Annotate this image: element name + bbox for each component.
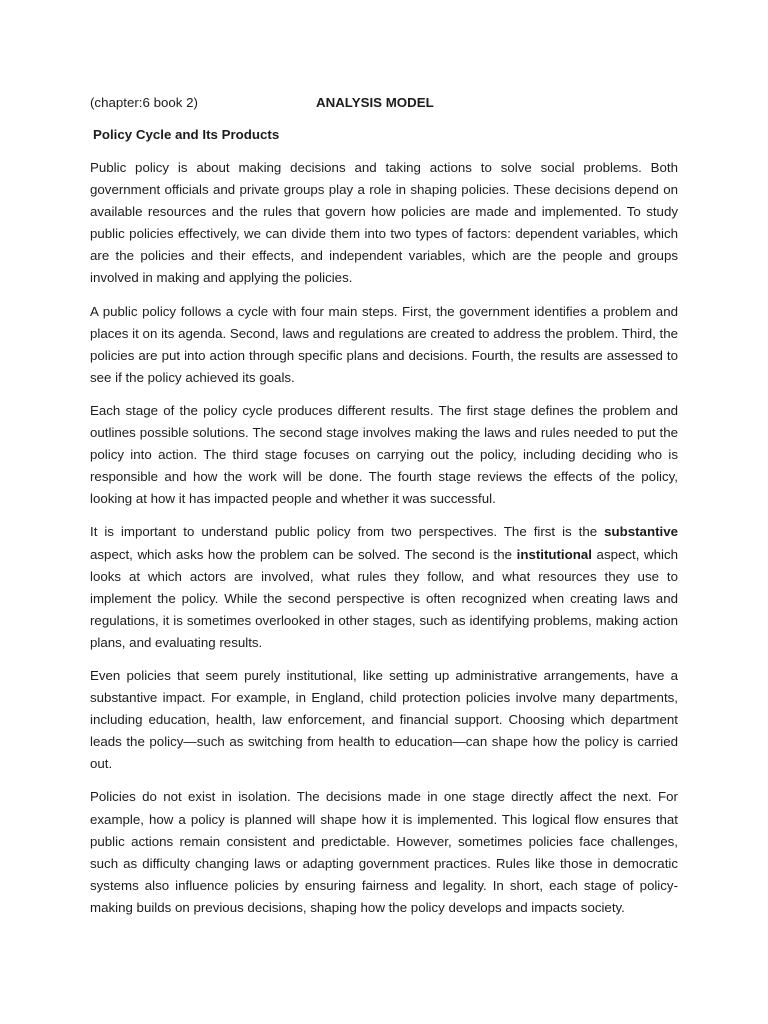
substantive-term: substantive [604, 524, 678, 540]
paragraph-4 [90, 521, 678, 654]
chapter-reference: (chapter:6 book 2) [90, 95, 198, 110]
institutional-term: institutional [516, 546, 592, 562]
model-title: ANALYSIS MODEL [316, 95, 434, 110]
paragraph-4-text-3: aspect, which looks at which actors are involved, what rules they follow, and what resources they use to implement the policy. While the second perspective is often recognized when creating laws and regulations, it is sometimes overlooked in other stages, such as identifying problems, making action plans, and evaluating results. [90, 546, 678, 650]
paragraph-3: Each stage of the policy cycle produces different results. The first stage defines the problem and outlines possible solutions. The second stage involves making the laws and rules needed to put the policy into action. The third stage focuses on carrying out the policy, including deciding who is responsible and how the work will be done. The fourth stage reviews the effects of the policy, looking at how it has impacted people and whether it was successful. [90, 402, 678, 507]
paragraph-6: Policies do not exist in isolation. The decisions made in one stage directly affect the next. For example, how a policy is planned will shape how it is implemented. This logical flow ensures that public actions remain consistent and predictable. However, sometimes policies face challenges, such as difficulty changing laws or adapting government practices. Rules like those in democratic systems also influence policies by ensuring fairness and legality. In short, each stage of policy-making builds on previous decisions, shaping how the policy develops and impacts society. [90, 789, 678, 915]
paragraph-5: Even policies that seem purely institutional, like setting up administrative arrangements, have a substantive impact. For example, in England, child protection policies involve many departments, including education, health, law enforcement, and financial support. Choosing which department leads the policy—such as switching from health to education—can shape how the policy is carried out. [90, 667, 678, 772]
document-header [90, 92, 678, 114]
paragraph-4-text-1: It is important to understand public policy from two perspectives. The first is the [90, 524, 605, 540]
paragraph-1: Public policy is about making decisions and taking actions to solve social problems. Both government officials and private groups play a role in shaping policies. These decisions depend on available resources and the rules that govern how policies are made and implemented. To study public policies effectively, we can divide them into two types of factors: dependent variables, which are the policies and their effects, and independent variables, which are the people and groups involved in making and applying the policies. [90, 160, 678, 286]
section-title: Policy Cycle and Its Products [93, 127, 280, 142]
paragraph-4-text-2: aspect, which asks how the problem can be solved. The second is the [90, 546, 517, 562]
document-page [90, 92, 678, 919]
paragraph-2: A public policy follows a cycle with four main steps. First, the government identifies a problem and places it on its agenda. Second, laws and regulations are created to address the problem. Third, the policies are put into action through specific plans and decisions. Fourth, the results are assessed to see if the policy achieved its goals. [90, 303, 678, 385]
